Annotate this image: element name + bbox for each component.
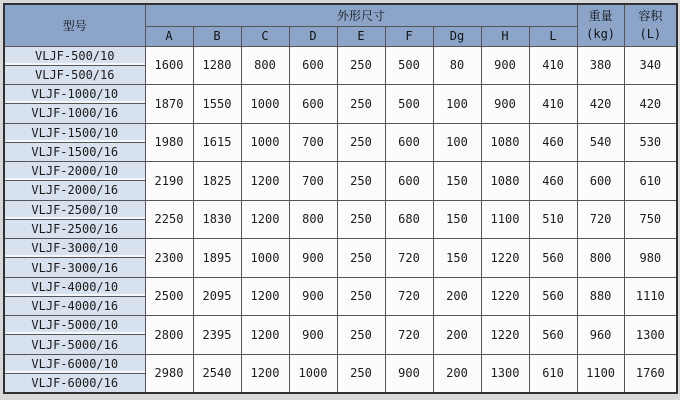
- dim-cell: 200: [433, 316, 481, 355]
- dim-cell: 600: [289, 85, 337, 124]
- dim-cell: 2980: [145, 354, 193, 393]
- dim-cell: 500: [385, 85, 433, 124]
- dim-cell: 900: [385, 354, 433, 393]
- dim-cell: 1000: [241, 85, 289, 124]
- dim-cell: 1980: [145, 123, 193, 162]
- dim-header-c: C: [241, 26, 289, 46]
- model-cell: VLJF-1000/16: [4, 104, 145, 123]
- model-cell: VLJF-1000/10: [4, 85, 145, 104]
- dim-cell: 460: [529, 123, 577, 162]
- dim-cell: 900: [289, 316, 337, 355]
- table-row: [4, 277, 677, 296]
- dim-cell: 560: [529, 239, 577, 278]
- weight-cell: 540: [577, 123, 624, 162]
- volume-cell: 1300: [624, 316, 677, 355]
- model-cell: VLJF-2500/16: [4, 219, 145, 238]
- dim-header-d: D: [289, 26, 337, 46]
- dim-cell: 560: [529, 277, 577, 316]
- dim-cell: 1000: [241, 123, 289, 162]
- dim-cell: 2095: [193, 277, 241, 316]
- table-row: [4, 46, 677, 65]
- dim-header-h: H: [481, 26, 529, 46]
- dim-cell: 2250: [145, 200, 193, 239]
- dim-cell: 80: [433, 46, 481, 85]
- dim-cell: 1220: [481, 239, 529, 278]
- table-row: [4, 123, 677, 142]
- volume-cell: 340: [624, 46, 677, 85]
- volume-header-line1: 容积: [638, 8, 663, 23]
- dim-cell: 250: [337, 200, 385, 239]
- weight-cell: 1100: [577, 354, 624, 393]
- dim-cell: 1080: [481, 123, 529, 162]
- dim-cell: 410: [529, 85, 577, 124]
- model-cell: VLJF-2000/10: [4, 162, 145, 181]
- model-cell: VLJF-4000/10: [4, 277, 145, 296]
- dim-cell: 500: [385, 46, 433, 85]
- dim-cell: 150: [433, 162, 481, 201]
- dim-header-l: L: [529, 26, 577, 46]
- dim-cell: 680: [385, 200, 433, 239]
- volume-cell: 750: [624, 200, 677, 239]
- model-column-header: 型号: [4, 4, 145, 46]
- dim-cell: 250: [337, 354, 385, 393]
- dim-header-dg: Dg: [433, 26, 481, 46]
- model-cell: VLJF-2500/10: [4, 200, 145, 219]
- model-cell: VLJF-4000/16: [4, 296, 145, 315]
- dimensions-group-header: 外形尺寸: [145, 4, 577, 26]
- dim-cell: 1000: [241, 239, 289, 278]
- dim-cell: 720: [385, 239, 433, 278]
- dim-cell: 800: [289, 200, 337, 239]
- weight-cell: 380: [577, 46, 624, 85]
- dim-cell: 720: [385, 316, 433, 355]
- table-row: [4, 354, 677, 373]
- volume-cell: 1110: [624, 277, 677, 316]
- volume-header-line2: (L): [639, 27, 662, 42]
- volume-cell: 530: [624, 123, 677, 162]
- table-body: [4, 46, 677, 393]
- table-row: [4, 316, 677, 335]
- model-cell: VLJF-3000/10: [4, 239, 145, 258]
- dim-cell: 250: [337, 316, 385, 355]
- dim-cell: 510: [529, 200, 577, 239]
- weight-header-line2: (kg): [586, 27, 616, 42]
- dim-cell: 700: [289, 123, 337, 162]
- table-row: [4, 239, 677, 258]
- dim-cell: 720: [385, 277, 433, 316]
- dim-header-e: E: [337, 26, 385, 46]
- dim-cell: 600: [385, 162, 433, 201]
- dim-cell: 460: [529, 162, 577, 201]
- dim-cell: 2395: [193, 316, 241, 355]
- dim-cell: 1000: [289, 354, 337, 393]
- weight-header-line1: 重量: [588, 8, 613, 23]
- dim-cell: 2540: [193, 354, 241, 393]
- model-cell: VLJF-3000/16: [4, 258, 145, 277]
- header-row-group: [4, 4, 677, 26]
- weight-column-header: [577, 4, 624, 46]
- dim-cell: 250: [337, 277, 385, 316]
- dim-cell: 1100: [481, 200, 529, 239]
- dim-cell: 250: [337, 162, 385, 201]
- table-row: [4, 200, 677, 219]
- model-cell: VLJF-500/10: [4, 46, 145, 65]
- dim-cell: 150: [433, 239, 481, 278]
- dim-cell: 900: [481, 46, 529, 85]
- weight-cell: 880: [577, 277, 624, 316]
- spec-table: [3, 3, 678, 394]
- dim-cell: 1200: [241, 316, 289, 355]
- dim-header-b: B: [193, 26, 241, 46]
- volume-cell: 610: [624, 162, 677, 201]
- dim-cell: 250: [337, 46, 385, 85]
- dim-cell: 900: [289, 239, 337, 278]
- dim-cell: 1220: [481, 316, 529, 355]
- dim-cell: 1615: [193, 123, 241, 162]
- weight-cell: 960: [577, 316, 624, 355]
- weight-cell: 600: [577, 162, 624, 201]
- dim-header-f: F: [385, 26, 433, 46]
- dim-cell: 2500: [145, 277, 193, 316]
- dim-cell: 700: [289, 162, 337, 201]
- dim-cell: 2800: [145, 316, 193, 355]
- dim-cell: 1830: [193, 200, 241, 239]
- dim-cell: 410: [529, 46, 577, 85]
- volume-cell: 1760: [624, 354, 677, 393]
- model-cell: VLJF-5000/16: [4, 335, 145, 354]
- dim-cell: 1200: [241, 200, 289, 239]
- dim-cell: 2300: [145, 239, 193, 278]
- dim-cell: 900: [289, 277, 337, 316]
- weight-cell: 800: [577, 239, 624, 278]
- model-cell: VLJF-6000/10: [4, 354, 145, 373]
- volume-cell: 420: [624, 85, 677, 124]
- dim-cell: 1870: [145, 85, 193, 124]
- table-row: [4, 162, 677, 181]
- dim-cell: 1080: [481, 162, 529, 201]
- dim-cell: 800: [241, 46, 289, 85]
- volume-cell: 980: [624, 239, 677, 278]
- model-cell: VLJF-1500/10: [4, 123, 145, 142]
- dim-header-a: A: [145, 26, 193, 46]
- model-cell: VLJF-5000/10: [4, 316, 145, 335]
- table-header: [4, 4, 677, 46]
- dim-cell: 250: [337, 85, 385, 124]
- dim-cell: 900: [481, 85, 529, 124]
- dim-cell: 1600: [145, 46, 193, 85]
- dim-cell: 100: [433, 85, 481, 124]
- dim-cell: 1220: [481, 277, 529, 316]
- dim-cell: 1200: [241, 277, 289, 316]
- dim-cell: 1280: [193, 46, 241, 85]
- table-row: [4, 85, 677, 104]
- dim-cell: 1550: [193, 85, 241, 124]
- dim-cell: 2190: [145, 162, 193, 201]
- dim-cell: 200: [433, 354, 481, 393]
- dim-cell: 1300: [481, 354, 529, 393]
- dim-cell: 1825: [193, 162, 241, 201]
- dim-cell: 150: [433, 200, 481, 239]
- model-cell: VLJF-6000/16: [4, 374, 145, 393]
- dim-cell: 600: [385, 123, 433, 162]
- weight-cell: 420: [577, 85, 624, 124]
- model-cell: VLJF-500/16: [4, 65, 145, 84]
- volume-column-header: [624, 4, 677, 46]
- dim-cell: 560: [529, 316, 577, 355]
- dim-cell: 200: [433, 277, 481, 316]
- dim-cell: 1200: [241, 162, 289, 201]
- dim-cell: 1200: [241, 354, 289, 393]
- dim-cell: 250: [337, 123, 385, 162]
- dim-cell: 100: [433, 123, 481, 162]
- dim-cell: 610: [529, 354, 577, 393]
- weight-cell: 720: [577, 200, 624, 239]
- dim-cell: 600: [289, 46, 337, 85]
- dim-cell: 1895: [193, 239, 241, 278]
- model-cell: VLJF-1500/16: [4, 142, 145, 161]
- dim-cell: 250: [337, 239, 385, 278]
- model-cell: VLJF-2000/16: [4, 181, 145, 200]
